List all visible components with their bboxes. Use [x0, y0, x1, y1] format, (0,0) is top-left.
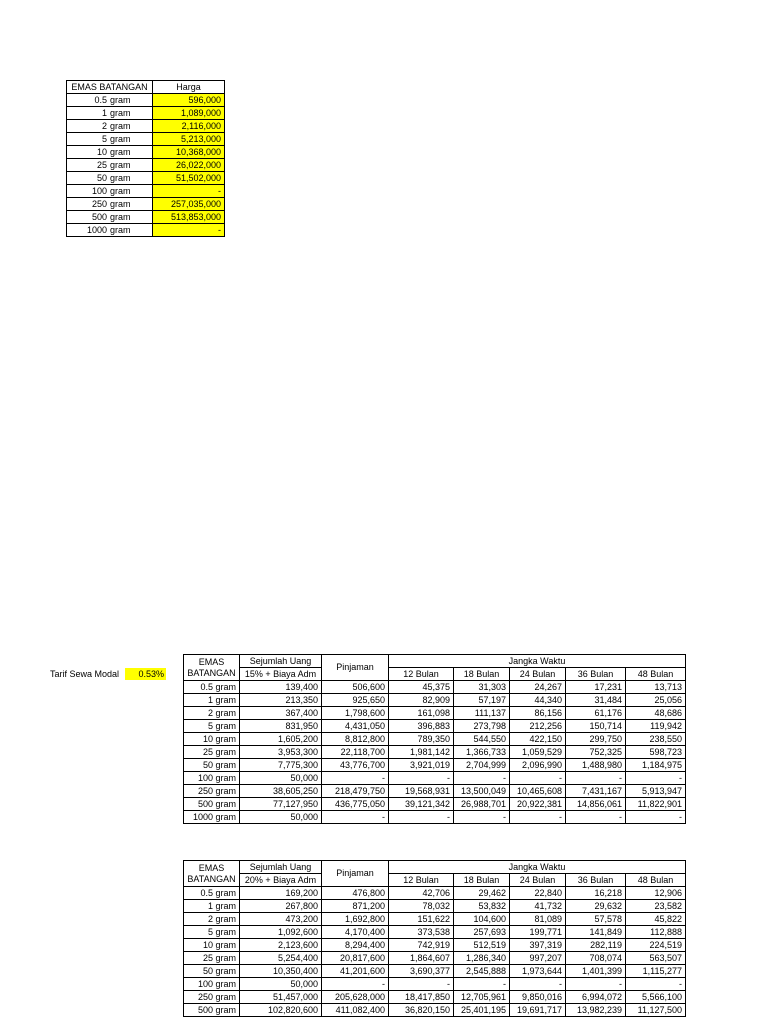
- price-row: [67, 185, 225, 198]
- loan-row: [184, 733, 686, 746]
- pinjaman-cell: 1,798,600: [322, 707, 389, 720]
- term-18-cell: 13,500,049: [454, 785, 510, 798]
- loan-row: [184, 952, 686, 965]
- term-12-cell: 151,622: [389, 913, 454, 926]
- price-value-cell: -: [153, 224, 225, 237]
- qty-value: 25: [96, 160, 107, 170]
- term-36-cell: 708,074: [566, 952, 626, 965]
- qty-unit: gram: [110, 186, 131, 196]
- term-48-cell: 5,913,947: [626, 785, 686, 798]
- term-12-cell: 78,032: [389, 900, 454, 913]
- term-36-cell: -: [566, 811, 626, 824]
- loan-row: [184, 811, 686, 824]
- emas-cell: 2 gram: [184, 913, 240, 926]
- term-18-cell: 512,519: [454, 939, 510, 952]
- term-24-cell: 1,059,529: [510, 746, 566, 759]
- header-term-1: 18 Bulan: [454, 668, 510, 681]
- header-term-2: 24 Bulan: [510, 874, 566, 887]
- pinjaman-cell: 8,294,400: [322, 939, 389, 952]
- term-36-cell: 282,119: [566, 939, 626, 952]
- term-36-cell: 1,488,980: [566, 759, 626, 772]
- term-36-cell: 6,994,072: [566, 991, 626, 1004]
- header-emas-batangan: EMAS BATANGAN: [184, 655, 240, 681]
- emas-cell: 5 gram: [184, 926, 240, 939]
- header-term-4: 48 Bulan: [626, 874, 686, 887]
- uang-cell: 267,800: [240, 900, 322, 913]
- qty-unit: gram: [110, 160, 131, 170]
- qty-value: 50: [96, 173, 107, 183]
- loan-row: [184, 991, 686, 1004]
- header-term-0: 12 Bulan: [389, 668, 454, 681]
- uang-cell: 2,123,600: [240, 939, 322, 952]
- price-value-cell: 513,853,000: [153, 211, 225, 224]
- loan-row: [184, 759, 686, 772]
- header-term-0: 12 Bulan: [389, 874, 454, 887]
- uang-cell: 3,953,300: [240, 746, 322, 759]
- term-12-cell: 789,350: [389, 733, 454, 746]
- term-36-cell: 752,325: [566, 746, 626, 759]
- emas-cell: 50 gram: [184, 965, 240, 978]
- term-24-cell: 24,267: [510, 681, 566, 694]
- price-row: [67, 211, 225, 224]
- loan-row: [184, 798, 686, 811]
- term-12-cell: 36,820,150: [389, 1004, 454, 1017]
- pinjaman-cell: 41,201,600: [322, 965, 389, 978]
- term-24-cell: 2,096,990: [510, 759, 566, 772]
- qty-unit: gram: [110, 212, 131, 222]
- loan-row: [184, 978, 686, 991]
- term-48-cell: 13,713: [626, 681, 686, 694]
- term-18-cell: 544,550: [454, 733, 510, 746]
- pinjaman-cell: 4,431,050: [322, 720, 389, 733]
- term-12-cell: 161,098: [389, 707, 454, 720]
- term-48-cell: -: [626, 978, 686, 991]
- header-biaya-adm: 20% + Biaya Adm: [240, 874, 322, 887]
- term-24-cell: 9,850,016: [510, 991, 566, 1004]
- uang-cell: 1,092,600: [240, 926, 322, 939]
- term-48-cell: 23,582: [626, 900, 686, 913]
- term-48-cell: 598,723: [626, 746, 686, 759]
- header-emas-batangan: EMAS BATANGAN: [67, 81, 153, 94]
- loan-row: [184, 965, 686, 978]
- term-12-cell: 373,538: [389, 926, 454, 939]
- price-value-cell: 26,022,000: [153, 159, 225, 172]
- loan-table-15-percent: [183, 654, 686, 824]
- price-value-cell: 1,089,000: [153, 107, 225, 120]
- qty-value: 2: [101, 121, 107, 131]
- term-24-cell: 41,732: [510, 900, 566, 913]
- loan-row: [184, 720, 686, 733]
- header-term-3: 36 Bulan: [566, 668, 626, 681]
- term-24-cell: 22,840: [510, 887, 566, 900]
- emas-cell: 5 gram: [184, 720, 240, 733]
- header-term-4: 48 Bulan: [626, 668, 686, 681]
- header-term-2: 24 Bulan: [510, 668, 566, 681]
- term-48-cell: 119,942: [626, 720, 686, 733]
- term-36-cell: 7,431,167: [566, 785, 626, 798]
- term-12-cell: 45,375: [389, 681, 454, 694]
- emas-cell: 100 gram: [184, 978, 240, 991]
- term-48-cell: 48,686: [626, 707, 686, 720]
- price-value-cell: 51,502,000: [153, 172, 225, 185]
- pinjaman-cell: -: [322, 978, 389, 991]
- price-row: [67, 224, 225, 237]
- term-24-cell: 10,465,608: [510, 785, 566, 798]
- price-value-cell: 257,035,000: [153, 198, 225, 211]
- price-value-cell: 596,000: [153, 94, 225, 107]
- price-row: [67, 146, 225, 159]
- pinjaman-cell: 22,118,700: [322, 746, 389, 759]
- header-pinjaman: Pinjaman: [322, 861, 389, 887]
- header-sejumlah-uang: Sejumlah Uang: [240, 655, 322, 668]
- term-12-cell: 19,568,931: [389, 785, 454, 798]
- term-18-cell: 257,693: [454, 926, 510, 939]
- term-36-cell: 150,714: [566, 720, 626, 733]
- term-18-cell: -: [454, 978, 510, 991]
- term-48-cell: -: [626, 811, 686, 824]
- qty-unit: gram: [110, 173, 131, 183]
- qty-unit: gram: [110, 121, 131, 131]
- term-48-cell: 238,550: [626, 733, 686, 746]
- price-qty-cell: [67, 146, 153, 159]
- price-qty-cell: [67, 120, 153, 133]
- uang-cell: 10,350,400: [240, 965, 322, 978]
- emas-cell: 250 gram: [184, 991, 240, 1004]
- term-18-cell: 104,600: [454, 913, 510, 926]
- term-24-cell: 997,207: [510, 952, 566, 965]
- term-18-cell: 1,286,340: [454, 952, 510, 965]
- price-value-cell: 5,213,000: [153, 133, 225, 146]
- term-12-cell: 3,921,019: [389, 759, 454, 772]
- pinjaman-cell: 8,812,800: [322, 733, 389, 746]
- term-24-cell: -: [510, 772, 566, 785]
- qty-value: 100: [91, 186, 107, 196]
- price-row: [67, 107, 225, 120]
- uang-cell: 1,605,200: [240, 733, 322, 746]
- term-24-cell: 20,922,381: [510, 798, 566, 811]
- pinjaman-cell: 411,082,400: [322, 1004, 389, 1017]
- uang-cell: 139,400: [240, 681, 322, 694]
- qty-unit: gram: [110, 199, 131, 209]
- loan-row: [184, 694, 686, 707]
- term-36-cell: 14,856,061: [566, 798, 626, 811]
- price-row: [67, 198, 225, 211]
- qty-value: 250: [91, 199, 107, 209]
- pinjaman-cell: 871,200: [322, 900, 389, 913]
- term-18-cell: -: [454, 811, 510, 824]
- term-18-cell: 111,137: [454, 707, 510, 720]
- term-18-cell: -: [454, 772, 510, 785]
- term-18-cell: 29,462: [454, 887, 510, 900]
- pinjaman-cell: 20,817,600: [322, 952, 389, 965]
- term-36-cell: -: [566, 978, 626, 991]
- uang-cell: 50,000: [240, 978, 322, 991]
- uang-cell: 7,775,300: [240, 759, 322, 772]
- qty-unit: gram: [110, 147, 131, 157]
- tarif-sewa-modal-value: 0.53%: [125, 668, 166, 680]
- uang-cell: 831,950: [240, 720, 322, 733]
- term-48-cell: 5,566,100: [626, 991, 686, 1004]
- term-24-cell: 199,771: [510, 926, 566, 939]
- emas-cell: 0.5 gram: [184, 887, 240, 900]
- price-qty-cell: [67, 107, 153, 120]
- loan-row: [184, 887, 686, 900]
- pinjaman-cell: 218,479,750: [322, 785, 389, 798]
- emas-cell: 100 gram: [184, 772, 240, 785]
- uang-cell: 169,200: [240, 887, 322, 900]
- header-biaya-adm: 15% + Biaya Adm: [240, 668, 322, 681]
- term-36-cell: 141,849: [566, 926, 626, 939]
- price-qty-cell: [67, 224, 153, 237]
- term-12-cell: 396,883: [389, 720, 454, 733]
- term-48-cell: 1,115,277: [626, 965, 686, 978]
- term-18-cell: 25,401,195: [454, 1004, 510, 1017]
- price-row: [67, 133, 225, 146]
- price-row: [67, 120, 225, 133]
- price-value-cell: -: [153, 185, 225, 198]
- pinjaman-cell: 4,170,400: [322, 926, 389, 939]
- price-row: [67, 159, 225, 172]
- emas-cell: 500 gram: [184, 798, 240, 811]
- pinjaman-cell: 205,628,000: [322, 991, 389, 1004]
- pinjaman-cell: -: [322, 811, 389, 824]
- term-12-cell: -: [389, 811, 454, 824]
- term-36-cell: 29,632: [566, 900, 626, 913]
- price-qty-cell: [67, 94, 153, 107]
- term-48-cell: 45,822: [626, 913, 686, 926]
- term-12-cell: 18,417,850: [389, 991, 454, 1004]
- emas-cell: 1 gram: [184, 694, 240, 707]
- pinjaman-cell: 506,600: [322, 681, 389, 694]
- qty-value: 5: [101, 134, 107, 144]
- price-value-cell: 10,368,000: [153, 146, 225, 159]
- term-12-cell: 1,864,607: [389, 952, 454, 965]
- emas-cell: 1000 gram: [184, 811, 240, 824]
- term-18-cell: 1,366,733: [454, 746, 510, 759]
- loan-row: [184, 900, 686, 913]
- term-48-cell: 25,056: [626, 694, 686, 707]
- uang-cell: 77,127,950: [240, 798, 322, 811]
- term-48-cell: 1,184,975: [626, 759, 686, 772]
- emas-cell: 1 gram: [184, 900, 240, 913]
- header-pinjaman: Pinjaman: [322, 655, 389, 681]
- uang-cell: 102,820,600: [240, 1004, 322, 1017]
- uang-cell: 473,200: [240, 913, 322, 926]
- loan-row: [184, 785, 686, 798]
- term-48-cell: 11,127,500: [626, 1004, 686, 1017]
- uang-cell: 5,254,400: [240, 952, 322, 965]
- term-24-cell: 1,973,644: [510, 965, 566, 978]
- loan-row: [184, 681, 686, 694]
- header-term-3: 36 Bulan: [566, 874, 626, 887]
- pinjaman-cell: 1,692,800: [322, 913, 389, 926]
- header-emas-batangan: EMAS BATANGAN: [184, 861, 240, 887]
- loan-row: [184, 1004, 686, 1017]
- term-18-cell: 2,545,888: [454, 965, 510, 978]
- term-12-cell: 39,121,342: [389, 798, 454, 811]
- loan-row: [184, 746, 686, 759]
- term-36-cell: 17,231: [566, 681, 626, 694]
- term-36-cell: 1,401,399: [566, 965, 626, 978]
- term-18-cell: 31,303: [454, 681, 510, 694]
- term-36-cell: 13,982,239: [566, 1004, 626, 1017]
- term-18-cell: 273,798: [454, 720, 510, 733]
- price-qty-cell: [67, 185, 153, 198]
- term-12-cell: -: [389, 772, 454, 785]
- term-48-cell: 112,888: [626, 926, 686, 939]
- term-48-cell: 11,822,901: [626, 798, 686, 811]
- qty-value: 0.5: [94, 95, 107, 105]
- header-sejumlah-uang: Sejumlah Uang: [240, 861, 322, 874]
- uang-cell: 213,350: [240, 694, 322, 707]
- loan-row: [184, 926, 686, 939]
- emas-cell: 50 gram: [184, 759, 240, 772]
- term-18-cell: 57,197: [454, 694, 510, 707]
- term-18-cell: 12,705,961: [454, 991, 510, 1004]
- qty-value: 500: [91, 212, 107, 222]
- term-18-cell: 2,704,999: [454, 759, 510, 772]
- loan-row: [184, 939, 686, 952]
- uang-cell: 38,605,250: [240, 785, 322, 798]
- term-48-cell: 563,507: [626, 952, 686, 965]
- term-12-cell: 82,909: [389, 694, 454, 707]
- term-24-cell: 397,319: [510, 939, 566, 952]
- term-24-cell: 81,089: [510, 913, 566, 926]
- term-36-cell: 16,218: [566, 887, 626, 900]
- uang-cell: 367,400: [240, 707, 322, 720]
- term-12-cell: -: [389, 978, 454, 991]
- term-36-cell: 299,750: [566, 733, 626, 746]
- emas-cell: 250 gram: [184, 785, 240, 798]
- loan-row: [184, 707, 686, 720]
- qty-unit: gram: [110, 108, 131, 118]
- term-36-cell: 31,484: [566, 694, 626, 707]
- pinjaman-cell: 436,775,050: [322, 798, 389, 811]
- price-row: [67, 172, 225, 185]
- term-48-cell: -: [626, 772, 686, 785]
- price-qty-cell: [67, 211, 153, 224]
- term-12-cell: 742,919: [389, 939, 454, 952]
- price-row: [67, 94, 225, 107]
- pinjaman-cell: 43,776,700: [322, 759, 389, 772]
- term-12-cell: 42,706: [389, 887, 454, 900]
- qty-unit: gram: [110, 134, 131, 144]
- term-24-cell: -: [510, 978, 566, 991]
- term-24-cell: 19,691,717: [510, 1004, 566, 1017]
- emas-cell: 10 gram: [184, 939, 240, 952]
- term-36-cell: 57,578: [566, 913, 626, 926]
- term-36-cell: -: [566, 772, 626, 785]
- emas-cell: 2 gram: [184, 707, 240, 720]
- term-36-cell: 61,176: [566, 707, 626, 720]
- gold-price-table: [66, 80, 225, 237]
- term-18-cell: 53,832: [454, 900, 510, 913]
- pinjaman-cell: 925,650: [322, 694, 389, 707]
- term-24-cell: 86,156: [510, 707, 566, 720]
- qty-unit: gram: [110, 225, 131, 235]
- tarif-sewa-modal-label: Tarif Sewa Modal: [50, 669, 120, 679]
- term-12-cell: 1,981,142: [389, 746, 454, 759]
- price-qty-cell: [67, 159, 153, 172]
- pinjaman-cell: 476,800: [322, 887, 389, 900]
- term-48-cell: 224,519: [626, 939, 686, 952]
- uang-cell: 50,000: [240, 772, 322, 785]
- price-qty-cell: [67, 133, 153, 146]
- header-jangka-waktu: Jangka Waktu: [389, 655, 686, 668]
- term-24-cell: 44,340: [510, 694, 566, 707]
- emas-cell: 25 gram: [184, 746, 240, 759]
- loan-row: [184, 913, 686, 926]
- qty-value: 1: [101, 108, 107, 118]
- term-48-cell: 12,906: [626, 887, 686, 900]
- uang-cell: 50,000: [240, 811, 322, 824]
- qty-value: 10: [96, 147, 107, 157]
- term-12-cell: 3,690,377: [389, 965, 454, 978]
- term-18-cell: 26,988,701: [454, 798, 510, 811]
- emas-cell: 0.5 gram: [184, 681, 240, 694]
- header-term-1: 18 Bulan: [454, 874, 510, 887]
- term-24-cell: -: [510, 811, 566, 824]
- loan-row: [184, 772, 686, 785]
- emas-cell: 500 gram: [184, 1004, 240, 1017]
- price-value-cell: 2,116,000: [153, 120, 225, 133]
- uang-cell: 51,457,000: [240, 991, 322, 1004]
- pinjaman-cell: -: [322, 772, 389, 785]
- emas-cell: 10 gram: [184, 733, 240, 746]
- qty-value: 1000: [86, 225, 107, 235]
- price-qty-cell: [67, 172, 153, 185]
- emas-cell: 25 gram: [184, 952, 240, 965]
- header-jangka-waktu: Jangka Waktu: [389, 861, 686, 874]
- price-qty-cell: [67, 198, 153, 211]
- term-24-cell: 212,256: [510, 720, 566, 733]
- loan-table-20-percent: [183, 860, 686, 1017]
- qty-unit: gram: [110, 95, 131, 105]
- header-harga: Harga: [153, 81, 225, 94]
- term-24-cell: 422,150: [510, 733, 566, 746]
